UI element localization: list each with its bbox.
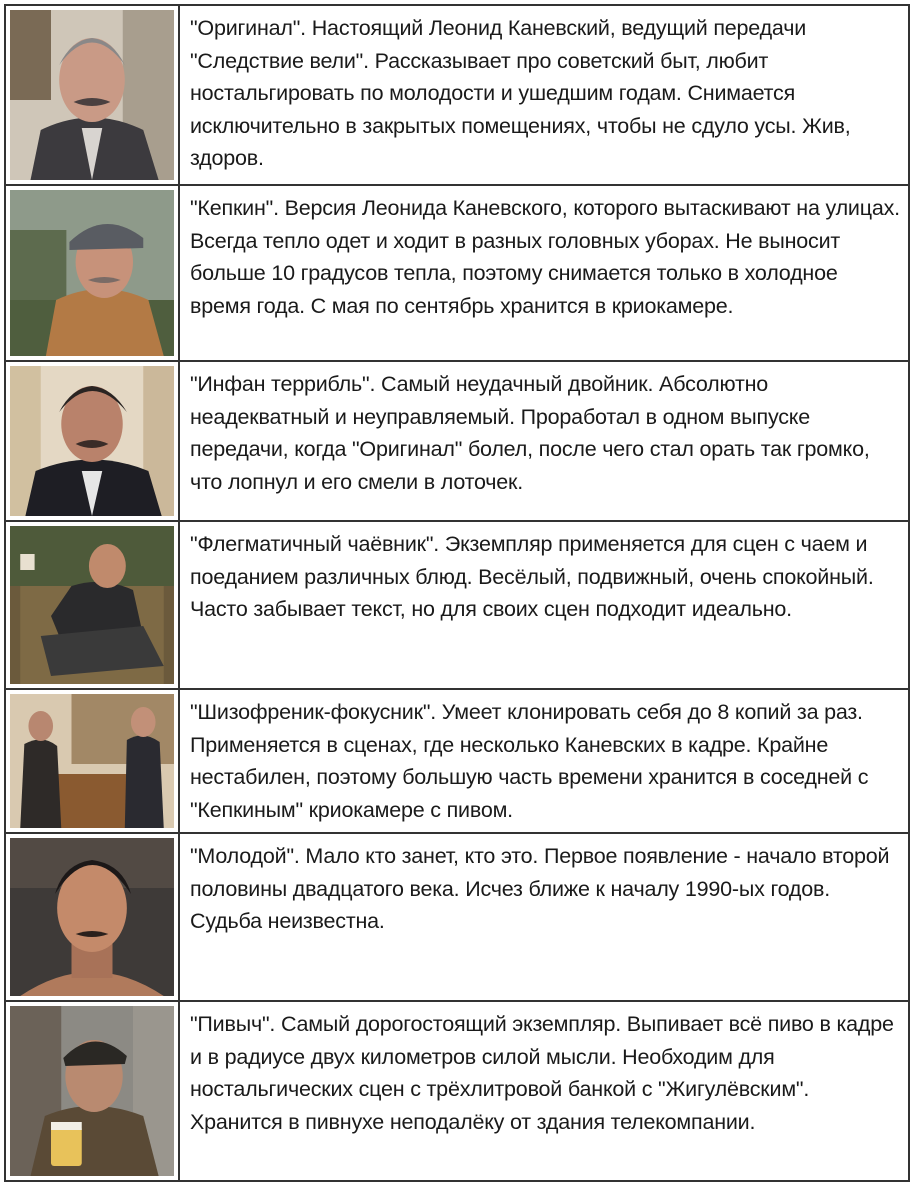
table-row (5, 1001, 909, 1181)
description-cell (179, 833, 909, 1001)
photo-cell (5, 185, 179, 361)
table-row (5, 521, 909, 689)
photo-infan (10, 366, 174, 516)
photo-molodoy (10, 838, 174, 996)
table-row (5, 361, 909, 521)
photo-chaevnik (10, 526, 174, 684)
description-cell (179, 689, 909, 833)
photo-cell (5, 1001, 179, 1181)
table-row (5, 185, 909, 361)
character-table (4, 4, 910, 1182)
description-text: "Оригинал". Настоящий Леонид Каневский, ведущий передачи "Следствие вели". Рассказывает про советский быт, любит ностальгировать по молодости и ушедшим годам. Снимается исключительно в закрытых помещениях, чтобы не сдуло усы. Жив, здоров. (190, 16, 851, 170)
photo-kepkin (10, 190, 174, 356)
description-text: "Пивыч". Самый дорогостоящий экземпляр. Выпивает всё пиво в кадре и в радиусе двух километров силой мысли. Необходим для ностальгических сцен с трёхлитровой банкой с "Жигулёвским". Хранится в пивнухе неподалёку от здания телекомпании. (190, 1012, 894, 1134)
description-cell (179, 1001, 909, 1181)
photo-fokusnik (10, 694, 174, 828)
table-row (5, 833, 909, 1001)
description-text: "Кепкин". Версия Леонида Каневского, которого вытаскивают на улицах. Всегда тепло одет и ходит в разных головных уборах. Не выносит больше 10 градусов тепла, поэтому снимается только в холодное время года. С мая по сентябрь хранится в криокамере. (190, 196, 900, 318)
table-row (5, 5, 909, 185)
description-text: "Инфан террибль". Самый неудачный двойник. Абсолютно неадекватный и неуправляемый. Проработал в одном выпуске передачи, когда "Оригинал" болел, после чего стал орать так громко, что лопнул и его смели в лоточек. (190, 372, 870, 494)
description-text: "Молодой". Мало кто занет, кто это. Первое появление - начало второй половины двадцатого века. Исчез ближе к началу 1990-ых годов. Судьба неизвестна. (190, 844, 890, 933)
description-cell (179, 521, 909, 689)
description-cell (179, 5, 909, 185)
photo-cell (5, 521, 179, 689)
photo-cell (5, 689, 179, 833)
description-cell (179, 361, 909, 521)
photo-pivych (10, 1006, 174, 1176)
photo-original (10, 10, 174, 180)
description-text: "Флегматичный чаёвник". Экземпляр применяется для сцен с чаем и поеданием различных блюд. Весёлый, подвижный, очень спокойный. Часто забывает текст, но для своих сцен подходит идеально. (190, 532, 874, 621)
photo-cell (5, 833, 179, 1001)
photo-cell (5, 361, 179, 521)
description-cell (179, 185, 909, 361)
description-text: "Шизофреник-фокусник". Умеет клонировать себя до 8 копий за раз. Применяется в сценах, где несколько Каневских в кадре. Крайне нестабилен, поэтому большую часть времени хранится в соседней с "Кепкиным" криокамере с пивом. (190, 700, 869, 822)
table-row (5, 689, 909, 833)
photo-cell (5, 5, 179, 185)
